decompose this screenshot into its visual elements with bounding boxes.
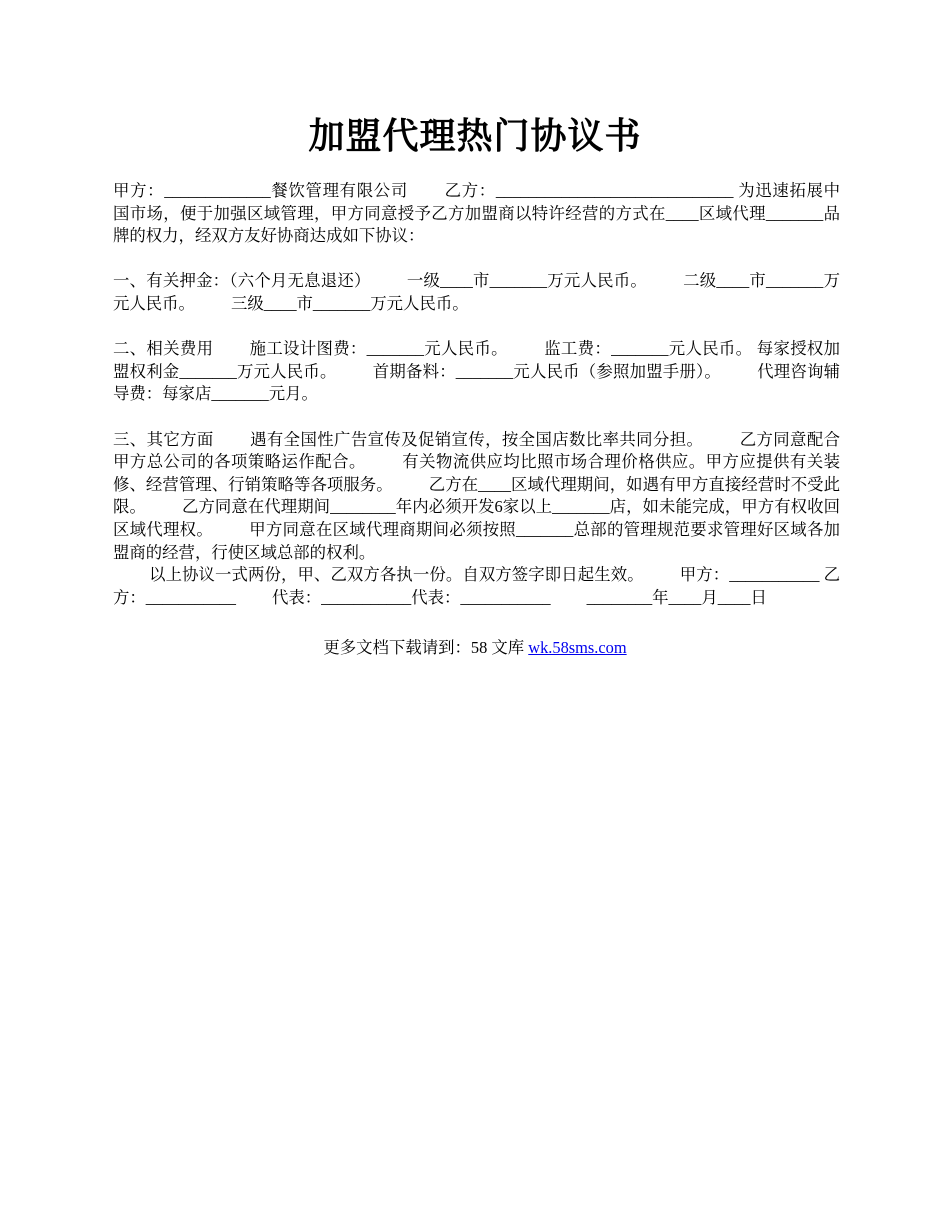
preamble-paragraph <box>113 180 840 248</box>
party-a: 甲方：_____________餐饮管理有限公司 <box>113 181 408 200</box>
other-item-5: 乙方在____区域代理期间，如遇有甲方直接经营时不受此限。 <box>113 474 841 517</box>
other-item-4: 甲方应提供有关装修、经营管理、行销策略等各项服务。 <box>113 452 841 494</box>
deposit-level3: 三级____市_______万元人民币。 <box>230 293 469 313</box>
section-other <box>113 429 840 565</box>
other-item-1: 遇有全国性广告宣传及促销宣传，按全国店数比率共同分担。 <box>249 429 704 449</box>
other-item-2: 乙方同意配合甲方总公司的各项策略运作配合。 <box>113 429 841 472</box>
design-fee: 施工设计图费：_______元人民币。 <box>249 339 508 359</box>
closing-paragraph <box>113 564 840 609</box>
other-item-3: 有关物流供应均比照市场合理价格供应。 <box>401 452 706 472</box>
footer-text: 更多文档下载请到：58 文库 <box>323 638 529 657</box>
section1-heading: 一、有关押金：（六个月无息退还） <box>113 271 371 291</box>
signature-party-a: 甲方：___________ <box>679 565 820 585</box>
consult-fee: 代理咨询辅导费：每家店_______元月。 <box>113 361 841 404</box>
download-footer <box>0 637 950 659</box>
signing-date: ________年____月____日 <box>586 587 767 607</box>
deposit-level2: 二级____市_______万元人民币。 <box>113 271 840 313</box>
section3-heading: 三、其它方面 <box>113 429 214 449</box>
footer-link[interactable]: wk.58sms.com <box>528 638 627 657</box>
representative-a: 代表：___________ <box>271 587 412 607</box>
closing-statement: 以上协议一式两份，甲、乙双方各执一份。自双方签字即日起生效。 <box>149 565 644 585</box>
section2-heading: 二、相关费用 <box>113 339 214 359</box>
license-fee: 每家授权加盟权利金_______万元人民币。 <box>113 339 841 381</box>
document-body <box>113 180 840 609</box>
other-item-7: 甲方同意在区域代理商期间必须按照_______总部的管理规范要求管理好区域各加盟商的经营，行使区域总部的权利。 <box>113 519 841 562</box>
deposit-level1: 一级____市_______万元人民币。 <box>406 271 647 291</box>
representative-b: 代表：___________ <box>411 587 551 607</box>
other-item-6: 乙方同意在代理期间________年内必须开发6家以上_______店，如未能完成，甲方有权收回区域代理权。 <box>113 497 840 539</box>
preamble-text: 为迅速拓展中国市场，便于加强区域管理，甲方同意授予乙方加盟商以特许经营的方式在____区域代理_______品牌的权力，经双方友好协商达成如下协议： <box>113 181 841 246</box>
party-b: 乙方：_____________________________ <box>443 181 734 200</box>
supervision-fee: 监工费：_______元人民币。 <box>543 339 753 359</box>
section-fees <box>113 338 840 406</box>
initial-stock: 首期备料：_______元人民币（参照加盟手册）。 <box>372 361 721 381</box>
section-deposit <box>113 270 840 315</box>
document-title: 加盟代理热门协议书 <box>308 116 642 156</box>
signature-party-b: 乙方：___________ <box>113 565 841 607</box>
